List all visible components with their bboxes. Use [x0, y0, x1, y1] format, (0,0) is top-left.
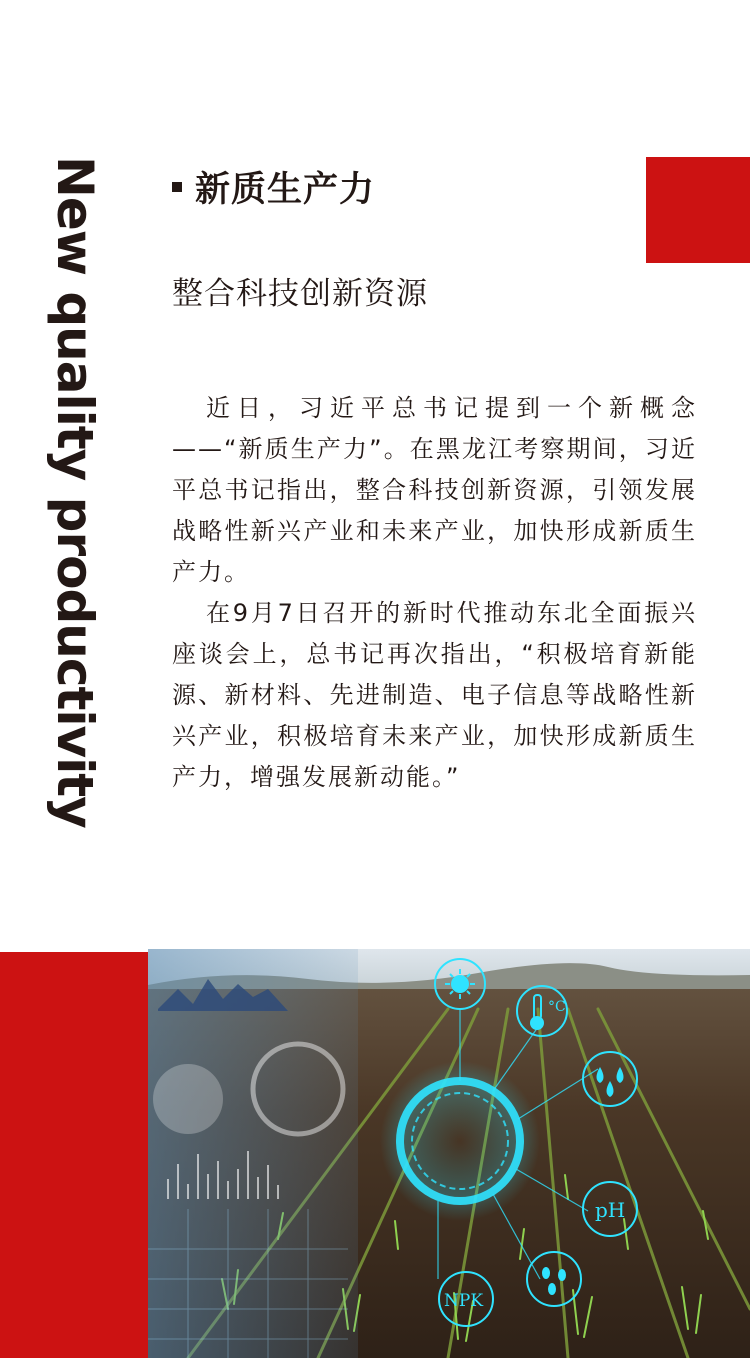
subtitle: 整合科技创新资源: [172, 276, 428, 312]
red-accent-block-top: [646, 157, 750, 263]
smart-agriculture-photo: [148, 949, 750, 1358]
section-title: 新质生产力: [195, 170, 376, 210]
section-heading: [172, 162, 375, 212]
vertical-english-title: New quality productivity: [46, 156, 104, 828]
paragraph-1: 近日，习近平总书记提到一个新概念——“新质生产力”。在黑龙江考察期间，习近平总书记指出，整合科技创新资源，引领发展战略性新兴产业和未来产业，加快形成新质生产力。: [172, 394, 697, 586]
ph-label: pH: [595, 1198, 626, 1222]
temperature-label: °C: [548, 999, 566, 1015]
red-accent-block-bottom: [0, 952, 148, 1358]
paragraph-2: 在9月7日召开的新时代推动东北全面振兴座谈会上，总书记再次指出，“积极培育新能源、新材料、先进制造、电子信息等战略性新兴产业，积极培育未来产业，加快形成新质生产力，增强发展新动能。”: [172, 599, 697, 791]
article-body: [172, 388, 697, 798]
square-bullet-icon: [172, 182, 182, 192]
npk-label: NPK: [444, 1291, 484, 1311]
